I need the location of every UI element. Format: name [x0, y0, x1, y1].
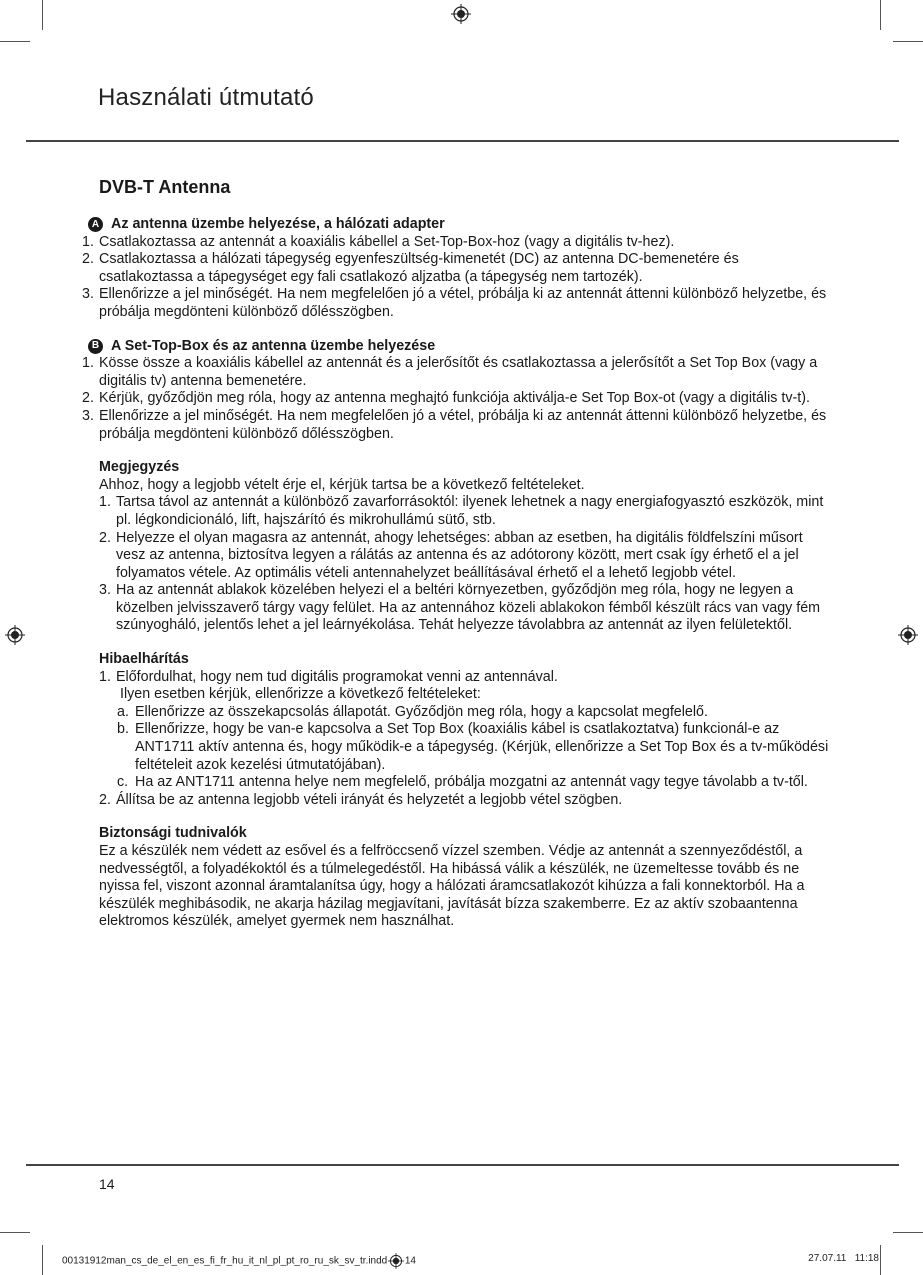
section-heading — [88, 216, 834, 234]
slug-date: 27.07.11 — [808, 1253, 847, 1264]
sub-list-item: c. Ha az ANT1711 antenna helye nem megfelelő, próbálja mozgatni az antennát vagy tegye távolabb a tv-től. — [117, 774, 808, 791]
registration-mark-icon — [898, 625, 918, 645]
crop-mark — [0, 1232, 30, 1233]
note-heading: Megjegyzés — [99, 459, 180, 476]
list-item: 1. Kösse össze a koaxiális kábellel az antennát és a jelerősítőt és csatlakoztassa a jelerősítőt a Set Top Box (vagy a digitális tv) antenna bemenetére. — [82, 355, 818, 389]
troubleshooting-heading: Hibaelhárítás — [99, 651, 189, 668]
section-heading — [88, 338, 834, 356]
registration-mark-icon — [388, 1253, 404, 1269]
section-troubleshooting — [99, 651, 834, 809]
note-intro: Ahhoz, hogy a legjobb vételt érje el, kérjük tartsa be a következő feltételeket. — [99, 476, 585, 493]
print-slug-date — [808, 1253, 879, 1264]
section-setup-adapter — [82, 216, 834, 322]
safety-heading: Biztonsági tudnivalók — [99, 825, 247, 842]
page-number: 14 — [99, 1176, 115, 1192]
list-item: 2. Állítsa be az antenna legjobb vételi irányát és helyzetét a legjobb vétel szögben. — [99, 791, 623, 808]
section-set-top-box — [82, 337, 834, 444]
section-note — [99, 459, 834, 635]
document-body — [82, 176, 834, 947]
sub-list-item: a. Ellenőrizze az összekapcsolás állapotát. Győződjön meg róla, hogy a kapcsolat megfelelő. — [117, 703, 708, 720]
header-divider — [26, 140, 899, 142]
section-heading-text: Az antenna üzembe helyezése, a hálózati adapter — [111, 216, 445, 232]
steps-list — [99, 494, 834, 635]
steps-list — [99, 668, 834, 810]
crop-mark — [42, 0, 43, 30]
sub-list — [99, 704, 834, 792]
slug-time: 11:18 — [854, 1253, 879, 1264]
list-item: 1. Csatlakoztassa az antennát a koaxiális kábellel a Set-Top-Box-hoz (vagy a digitális tv-hez). — [82, 233, 675, 250]
section-safety — [99, 825, 834, 931]
list-item: 2. Helyezze el olyan magasra az antennát, ahogy lehetséges: abban az esetben, ha digitális földfelszíni műsort vesz az antenna, biztosítva legyen a rálátás az antenna és az adótorony között, mert csak így érhető el a jel folyamatos vétele. Az optimális vételi antennahelyzet beállításával érhető el a lehető legjobb vétel. — [99, 529, 803, 581]
crop-mark — [893, 41, 923, 42]
sub-list-item: b. Ellenőrizze, hogy be van-e kapcsolva a Set Top Box (koaxiális kábel is csatlakoztatva) funkcionál-e az ANT1711 aktív antenna és, hogy működik-e a tápegység. (Kérjük, ellenőrizze a Set Top Box és a tv-működési feltételeit azok kezelési útmutatójában). — [117, 721, 829, 773]
slug-filename: 00131912man_cs_de_el_en_es_fi_fr_hu_it_nl_pl_pt_ro_ru_sk_sv_tr.indd — [62, 1255, 388, 1267]
sub-intro: Ilyen esetben kérjük, ellenőrizze a következő feltételeket: — [120, 686, 481, 703]
list-item: 2. Kérjük, győződjön meg róla, hogy az antenna meghajtó funkciója aktiválja-e Set Top Box-ot (vagy a digitális tv-t). — [82, 390, 810, 407]
list-item: 2. Csatlakoztassa a hálózati tápegység egyenfeszültség-kimenetét (DC) az antenna DC-bemenetére és csatlakoztassa a tápegységet egy fali csatlakozó aljzatba (a tápegység nem tartozék). — [82, 251, 739, 285]
list-item: 1. Előfordulhat, hogy nem tud digitális programokat venni az antennával. Ilyen esetben kérjük, ellenőrizze a következő feltételeket: a. Ellenőrizze az összekapcsolás állapotát. Győződjön meg róla, hogy a kapcsolat megfelelő. b. Ellenőrizze, hogy be van-e kapcsolva a Set Top Box (koaxiális kábel is csatlakoztatva) funkcionál-e az ANT1711 aktív antenna és, hogy működik-e a tápegység. (Kérjük, ellenőrizze a Set Top Box és a tv-működési feltételeit azok kezelési útmutatójában). c. Ha az ANT1711 antenna helye nem megfelelő, próbálja mozgatni az antennát vagy tegye távolabb a tv-től. — [99, 669, 834, 792]
document-title: DVB-T Antenna — [99, 177, 231, 197]
list-item: 1. Tartsa távol az antennát a különböző zavarforrásoktól: ilyenek lehetnek a nagy energiafogyasztó eszközök, mint pl. légkondicionáló, lift, hajszárító és mikrohullámú sütő, stb. — [99, 494, 824, 528]
page-header-title: Használati útmutató — [98, 84, 314, 111]
registration-mark-icon — [451, 4, 471, 24]
steps-list — [82, 233, 834, 322]
section-badge-a: A — [88, 217, 103, 232]
crop-mark — [893, 1232, 923, 1233]
list-item: 3. Ha az antennát ablakok közelében helyezi el a beltéri környezetben, győződjön meg róla, hogy ne legyen a közelben jelvisszaverő tárgy vagy felület. Ha az antennához közeli ablakokon fémből készült rács van vagy fém szúnyogháló, jelentős lehet a jel leárnyékolása. Tehát helyezze távolabbra az antennát az ilyen felületektől. — [99, 582, 821, 634]
print-slug-file — [62, 1253, 416, 1269]
slug-page: 14 — [404, 1255, 416, 1267]
footer-divider — [26, 1164, 899, 1166]
safety-text: Ez a készülék nem védett az esővel és a felfröccsenő vízzel szemben. Védje az antennát a szennyeződéstől, a nedvességtől, a folyadékoktól és a túlmelegedéstől. Ha hibássá válik a készülék, ne üzemeltesse tovább és ne nyissa fel, viszont azonnal áramtalanítsa úgy, hogy a hálózati áramcsatlakozót kihúzza a fali konnektorból. Ha a készülék meghibásodik, ne akarja házilag megjavítani, javítását bízza szakemberre. Ez az aktív szobaantenna elektromos készülék, amelyet gyermek nem használhat. — [99, 843, 805, 930]
crop-mark — [0, 41, 30, 42]
list-item: 3. Ellenőrizze a jel minőségét. Ha nem megfelelően jó a vétel, próbálja ki az antennát áttenni különböző helyzetbe, és próbálja megdönteni különböző dőlésszögben. — [82, 286, 827, 320]
crop-mark — [880, 0, 881, 30]
section-heading-text: A Set-Top-Box és az antenna üzembe helyezése — [111, 337, 436, 354]
crop-mark — [42, 1245, 43, 1275]
section-badge-b: B — [88, 339, 103, 354]
registration-mark-icon — [5, 625, 25, 645]
crop-mark — [880, 1245, 881, 1275]
steps-list — [82, 355, 834, 443]
list-item: 3. Ellenőrizze a jel minőségét. Ha nem megfelelően jó a vétel, próbálja ki az antennát áttenni különböző helyzetbe, és próbálja megdönteni különböző dőlésszögben. — [82, 407, 827, 442]
